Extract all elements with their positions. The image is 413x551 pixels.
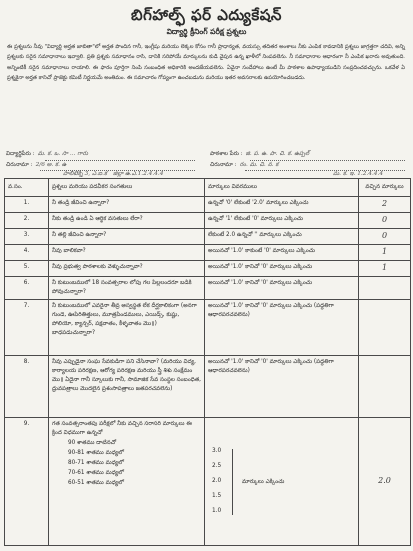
- table-row: [5, 261, 411, 277]
- marks-value: 2: [381, 199, 388, 208]
- row-criteria: అయినచో '1.0' కానిచో '0' మార్కులు ఎక్కించు: [205, 261, 359, 277]
- row-number: 1.: [5, 197, 49, 213]
- scale-value: 2.5: [212, 462, 222, 469]
- scale-value: 1.0: [212, 507, 222, 514]
- row-criteria: ఉన్నచో '1' లేకుంటే '0' మార్కులు ఎక్కించు: [205, 213, 359, 229]
- header-question: ప్రశ్నలు మరియు పదవీకర సంగతులు: [49, 179, 205, 197]
- address2-value: రం. మ. చి. న. క: [239, 162, 279, 168]
- row-marks[interactable]: [359, 261, 411, 277]
- row-question: గత సంవత్సరాంతపు పరీక్షలో నీకు వచ్చిన సరాసరి మార్కులు ఈ క్రింద విధముగా ఉన్నచో: [52, 421, 192, 436]
- student-name-line: [45, 160, 195, 161]
- row-number: 6.: [5, 277, 49, 300]
- row-number: 7.: [5, 300, 49, 356]
- row-question: నీ తండ్రి జీవించి ఉన్నారా?: [49, 197, 205, 213]
- table-row: [5, 245, 411, 261]
- table-row: [5, 197, 411, 213]
- row-question-grades: [49, 418, 205, 546]
- marks-value: 1: [381, 263, 388, 272]
- row-number: 2.: [5, 213, 49, 229]
- scale-value: 2.0: [212, 477, 222, 484]
- header-marks: వచ్చిన మార్కులు: [359, 179, 411, 197]
- row-number: 3.: [5, 229, 49, 245]
- form-title: బిగ్‌హాల్ఫ్ ఫర్ ఎద్యుకేషన్: [131, 6, 282, 24]
- table-row: [5, 356, 411, 418]
- grade-range-item: 70-61 శాతము మధ్యలో: [68, 470, 125, 476]
- row-number: 9.: [5, 418, 49, 546]
- instructions-paragraph: ఈ ప్రశ్నలను నీవు "విద్యార్థి అర్హత జాబితా"లో అర్హత పొందిన గానీ, ఇంగ్లీషు మరియు లెక్కల కోసం గానీ ప్రాధాన్యత, వయస్సు తదితర అంశాలు నీకు ఎంపిక కావడానికి ప్రశ్నలు జాగ్రత్తగా చదివి, అన్ని ప్రశ్నలకు సరైన సమాధానాలు ఇవ్వాలి. ప్రతి ప్రశ్నకు సమాధానం రాసి, దానికి సరిపోయే మార్కులను కుడి వైపున ఉన్న ఖాళీలో నింపవలెను. నీ సమాధానాల ఆధారంగా నీ ఎంపిక ఖరారు అవుతుంది. అన్నింటికీ సరైన సమాధానాలు రాయాలి. ఈ ఫారం పూర్తిగా నింపి సంబంధిత అధికారికి అందజేయవలెను. ఏవైనా సందేహాలు ఉంటే మీ పాఠశాల ఉపాధ్యాయుడిని సంప్రదించవచ్చును. ఒకవేళ ఏ ప్రశ్నకైనా అర్హత కానిచో ప్రాజెక్టు కమిటీ నిర్ణయమే అంతిమం. ఈ సమాచారం గోప్యంగా ఉంచబడును మరియు ఇతర అవసరాలకు ఉపయోగించబడదు.: [7, 44, 405, 82]
- row-criteria: అయినచో '1.0' కానిచో '0' మార్కులు ఎక్కించు (పద్ధతిగా ఆధారపరచవలెను): [205, 300, 359, 356]
- header-criteria: మార్కులు వివరములు: [205, 179, 359, 197]
- row-marks[interactable]: [359, 418, 411, 546]
- grade-range-item: 90 శాతము దాటినచో: [68, 440, 117, 446]
- row-criteria: మార్కులు ఎక్కించు: [242, 478, 285, 485]
- row-marks[interactable]: [359, 277, 411, 300]
- row-question: నీవు ప్రభుత్వ పాఠశాలకు వెళ్ళుచున్నావా?: [49, 261, 205, 277]
- row-number: 8.: [5, 356, 49, 418]
- address-line3-value: జిల్లా ఉ.ఎ.1.2.4.4.4: [113, 171, 164, 177]
- row-criteria: ఉన్నచో '0' లేకుంటే '2.0' మార్కులు ఎక్కించు: [205, 197, 359, 213]
- row-number: 4.: [5, 245, 49, 261]
- row-marks[interactable]: [359, 229, 411, 245]
- row-question: నీకు తండ్రి ఉండి ఏ ఆర్థిక వసతులు లేరా?: [49, 213, 205, 229]
- screening-table: [4, 178, 411, 546]
- grade-range-list: [52, 438, 201, 488]
- address-line3: [110, 170, 163, 178]
- address-line2-value: పాలిటెక్ని 3, ఎ.ఐ.క: [63, 171, 107, 177]
- address-line2: [60, 170, 107, 178]
- grade-range-item: 60-51 శాతము మధ్యలో: [68, 480, 125, 486]
- scale-value: 1.5: [212, 492, 222, 499]
- marks-value: 0: [381, 215, 388, 224]
- row-marks[interactable]: [359, 356, 411, 418]
- student-name-value: మ. క. ఒ. సా ... గారు: [37, 151, 89, 157]
- table-header-row: [5, 179, 411, 197]
- row-question: నీవు బాలికవా?: [49, 245, 205, 261]
- student-name-label: విద్యార్థిపేరు :: [6, 151, 35, 157]
- address2-field: [210, 161, 278, 169]
- school-name-label: పాఠశాల పేరు :: [210, 151, 243, 157]
- marks-value: 2.0: [378, 476, 391, 485]
- table-row: [5, 213, 411, 229]
- address-label: చిరునామా :: [6, 162, 33, 168]
- school-name-field: [210, 150, 309, 158]
- address-value: 2/6 అ. క. ఉ: [35, 162, 67, 168]
- school-name-value: జి. ప. ఉ. పా. చి. క. ఉప్పల్: [245, 151, 310, 157]
- header-serial: వ.సం.: [5, 179, 49, 197]
- address-field: [6, 161, 66, 169]
- grade-range-item: 80-71 శాతము మధ్యలో: [68, 460, 125, 466]
- marks-value: 0: [381, 231, 388, 240]
- row-criteria: అయినచో '1.0' కానిచో '0' మార్కులు ఎక్కించు: [205, 277, 359, 300]
- row-criteria: లేకుంటే 2.0 ఉన్నచో '' మార్కులు ఎక్కించు: [205, 229, 359, 245]
- row-number: 5.: [5, 261, 49, 277]
- table-row: [5, 418, 411, 546]
- address2-label: చిరునామా :: [210, 162, 237, 168]
- table-row: [5, 277, 411, 300]
- row-question: నీ తల్లి జీవించి ఉన్నారా?: [49, 229, 205, 245]
- student-name-field: [6, 150, 88, 158]
- row-question: నీ కుటుంబములో 18 సంవత్సరాల లోపు గల పిల్లలందరూ బడికి పోవుచున్నారా?: [49, 277, 205, 300]
- marks-scale: [208, 447, 355, 517]
- grade-range-item: 90-81 శాతము మధ్యలో: [68, 450, 125, 456]
- table-row: [5, 300, 411, 356]
- row-question: నీవు ఎప్పుడైనా సంఘ సేవకుడిగా పని చేసినావా? (మరియు విద్య, కార్యాలయ పరిరక్షణ, ఆరోగ్య పరిరక్షణ మరియు స్త్రీ శిశు సంక్షేమం మొ॥ ఏదైనా గానీ స్కూలుకు గానీ, సామాజిక సేవ సంస్థల సంబంధిత, ధ్రువపత్రాలు మొదలైన ప్రశంసాపత్రాలు జతపరచవలెను): [49, 356, 205, 418]
- scale-value: 3.0: [212, 447, 222, 454]
- marks-value: 1: [381, 247, 388, 256]
- row-question: నీ కుటుంబములో ఎవరైనా తీవ్ర అస్వస్థత లేక దీర్ఘకాలికంగా (అనగా గుండె, ఊపిరితిత్తులు, మూత్రపిండములు, ఎయిడ్స్, కుష్టు, పోలియో, క్యాన్సర్, పక్షవాతం, కీళ్ళవాతం మొ॥) బాధపడుచున్నారా?: [49, 300, 205, 356]
- row-marks[interactable]: [359, 197, 411, 213]
- row-marks[interactable]: [359, 300, 411, 356]
- row-criteria: అయినచో '1.0' కానిచో '0' మార్కులు ఎక్కించు (పద్ధతిగా ఆధారపరచవలెను): [205, 356, 359, 418]
- address2-line2: [330, 170, 383, 178]
- scale-brace: [232, 449, 237, 515]
- table-row: [5, 229, 411, 245]
- row-marks[interactable]: [359, 245, 411, 261]
- row-criteria-scale: [205, 418, 359, 546]
- row-marks[interactable]: [359, 213, 411, 229]
- row-criteria: అయినచో '1.0' కాకుంటే '0' మార్కులు ఎక్కించు: [205, 245, 359, 261]
- address2-line2-value: మ. క. ఇ. 1.2.4.4.4: [333, 171, 384, 177]
- form-subtitle: విద్యార్థి క్రీనింగ్ పరీక్ష ప్రశ్నలు: [166, 27, 247, 36]
